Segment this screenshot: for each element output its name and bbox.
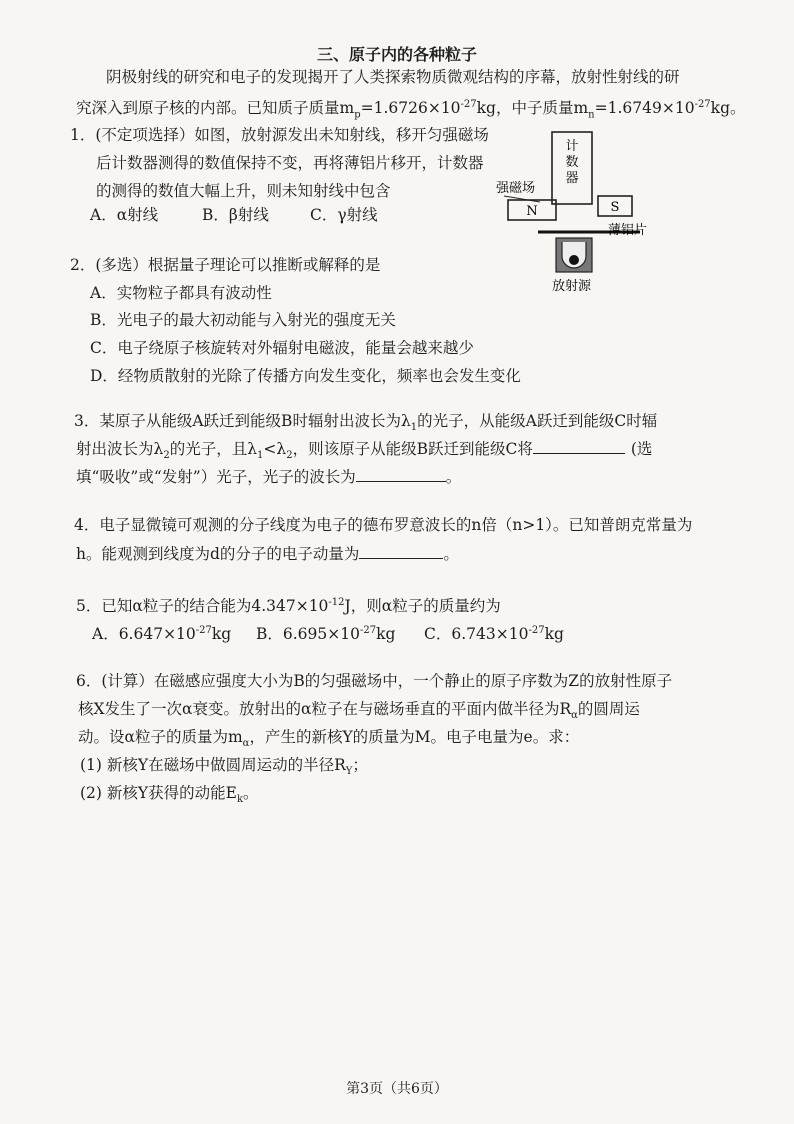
section-title: 三、原子内的各种粒子 bbox=[316, 45, 477, 64]
q4-line-1: 4．电子显微镜可观测的分子线度为电子的德布罗意波长的n倍（n>1）。已知普朗克常量为 bbox=[74, 516, 693, 534]
page-footer: 第3页（共6页） bbox=[346, 1081, 448, 1097]
q6-line-1: 6．(计算）在磁感应强度大小为B的匀强磁场中，一个静止的原子序数为Z的放射性原子 bbox=[76, 672, 673, 690]
q1-line-3: 的测得的数值大幅上升，则未知射线中包含 bbox=[96, 182, 391, 200]
q4-line-2: h。能观测到线度为d的分子的电子动量为 。 bbox=[76, 545, 459, 563]
q6-subquestion-2: (2) 新核Y获得的动能$E_k$。 bbox=[80, 784, 259, 806]
q1-line-2: 后计数器测得的数值保持不变，再将薄铝片移开，计数器 bbox=[96, 154, 484, 172]
q5-option-a: A．$6.647\times 10^{-27}kg$ bbox=[92, 625, 232, 644]
q3-line-1: 3．某原子从能级A跃迁到能级B时辐射出波长为$\lambda_1$的光子，从能级A跃迁到能级C时辐 bbox=[74, 412, 658, 434]
q2-option-c: C．电子绕原子核旋转对外辐射电磁波，能量会越来越少 bbox=[90, 339, 474, 357]
q1-option-c: C．γ射线 bbox=[310, 206, 378, 224]
q2-option-b: B．光电子的最大初动能与入射光的强度无关 bbox=[90, 311, 396, 329]
counter-label-2: 数 bbox=[565, 155, 579, 170]
q1-option-b: B．β射线 bbox=[202, 206, 269, 224]
intro-line-1: 阴极射线的研究和电子的发现揭开了人类探索物质微观结构的序幕，放射性射线的研 bbox=[106, 68, 680, 86]
pole-n-label: N bbox=[526, 204, 538, 219]
q1-option-a: A．α射线 bbox=[90, 206, 159, 224]
q3-line-3: 填“吸收”或“发射”）光子，光子的波长为 。 bbox=[76, 468, 462, 486]
counter-label-1: 计 bbox=[565, 139, 579, 154]
q3-blank-1[interactable] bbox=[533, 439, 625, 454]
q4-blank[interactable] bbox=[359, 544, 443, 559]
pole-s-label: S bbox=[610, 200, 620, 215]
q3-line-2: 射出波长为$\lambda_2$的光子，且$\lambda_1<\lambda_2$，则该原子从能级B跃迁到能级C将 (选 bbox=[76, 440, 653, 462]
intro-line-2: 究深入到原子核的内部。已知质子质量$m_p=1.6726\times 10^{-27}kg$，中子质量$m_n=1.6749\times 10^{-27}kg$。 bbox=[76, 99, 746, 121]
foil-label: 薄铝片 bbox=[608, 223, 648, 238]
source-sample bbox=[569, 255, 579, 265]
field-label: 强磁场 bbox=[496, 181, 536, 196]
q5-option-c: C．$6.743\times 10^{-27}kg$ bbox=[424, 625, 564, 644]
q6-line-2: 核X发生了一次α衰变。放射出的α粒子在与磁场垂直的平面内做半径为$R_\alpha$的圆周运 bbox=[78, 700, 640, 722]
source-label: 放射源 bbox=[552, 279, 592, 294]
q5-option-b: B．$6.695\times 10^{-27}kg$ bbox=[256, 625, 396, 644]
q1-apparatus-figure bbox=[490, 126, 680, 296]
q2-stem: 2．(多选）根据量子理论可以推断或解释的是 bbox=[70, 256, 381, 274]
q3-blank-2[interactable] bbox=[356, 467, 446, 482]
counter-label-3: 器 bbox=[565, 171, 579, 186]
q2-option-a: A．实物粒子都具有波动性 bbox=[90, 284, 272, 302]
q2-option-d: D．经物质散射的光除了传播方向发生变化，频率也会发生变化 bbox=[90, 367, 521, 385]
q6-line-3: 动。设α粒子的质量为$m_\alpha$，产生的新核Y的质量为M。电子电量为e。求： bbox=[78, 728, 580, 750]
q5-stem: 5．已知α粒子的结合能为$4.347\times 10^{-12}J$，则α粒子的质量约为 bbox=[76, 597, 501, 616]
q1-line-1: 1．(不定项选择）如图，放射源发出未知射线，移开匀强磁场 bbox=[70, 126, 489, 144]
field-leader-line bbox=[504, 196, 540, 202]
q6-subquestion-1: (1) 新核Y在磁场中做圆周运动的半径$R_Y$； bbox=[80, 756, 368, 778]
